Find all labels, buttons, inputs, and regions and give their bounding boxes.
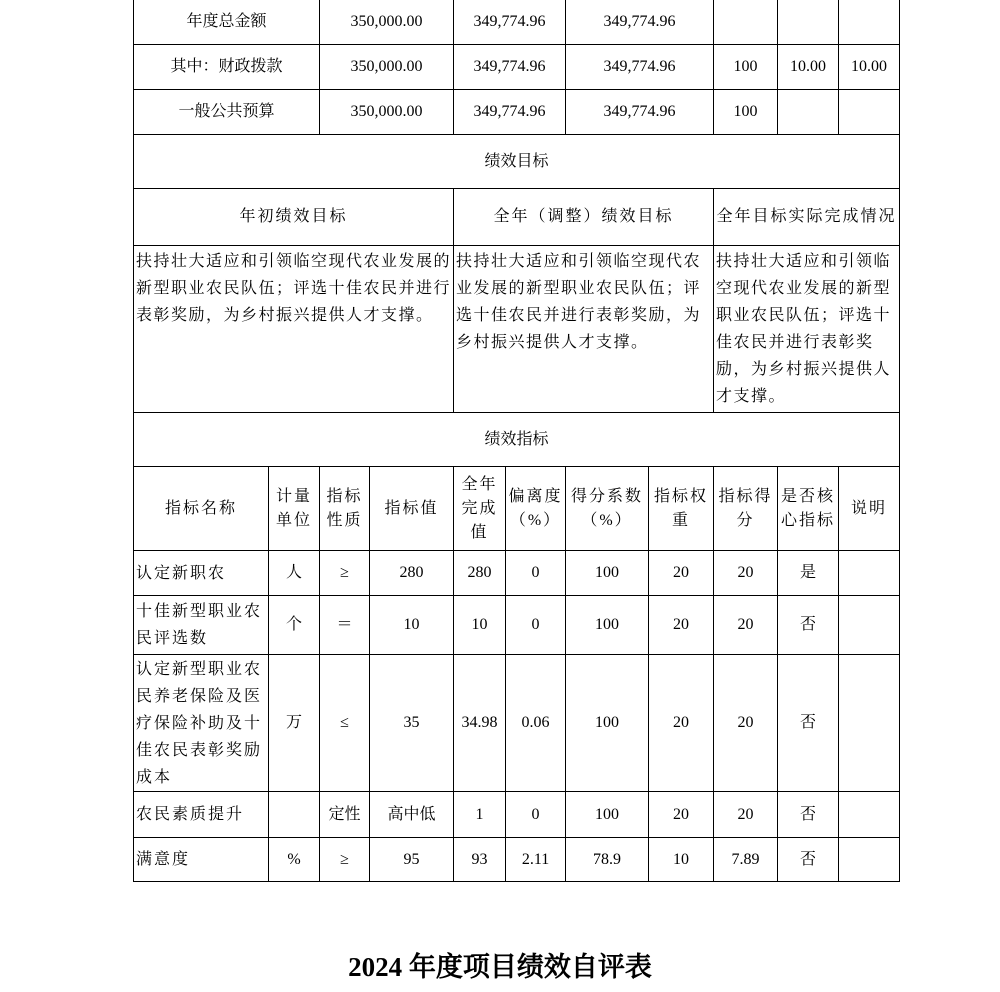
indicator-cell xyxy=(839,596,900,655)
indicator-cell: ≤ xyxy=(320,655,370,792)
indicator-cell: 10 xyxy=(370,596,454,655)
indicator-cell: 0 xyxy=(506,551,566,596)
indicator-cell: 是 xyxy=(778,551,839,596)
funding-score xyxy=(839,90,900,135)
funding-rate: 100 xyxy=(714,45,778,90)
funding-label: 其中：财政拨款 xyxy=(134,45,320,90)
funding-budget: 350,000.00 xyxy=(320,0,454,45)
indicator-header: 是否核心指标 xyxy=(778,467,839,551)
indicator-cell: 0 xyxy=(506,596,566,655)
indicator-header: 偏离度（%） xyxy=(506,467,566,551)
indicator-cell: 1 xyxy=(454,792,506,838)
indicator-cell: 100 xyxy=(566,792,649,838)
indicator-cell xyxy=(839,551,900,596)
indicator-cell: ≥ xyxy=(320,551,370,596)
section-title-indicators: 绩效指标 xyxy=(134,413,900,467)
funding-adjusted: 349,774.96 xyxy=(454,90,566,135)
goal-header: 全年目标实际完成情况 xyxy=(714,189,900,246)
table-row xyxy=(134,45,900,90)
indicator-cell: 认定新型职业农民养老保险及医疗保险补助及十佳农民表彰奖励成本 xyxy=(134,655,269,792)
indicator-cell: ≥ xyxy=(320,838,370,882)
funding-weight: 10.00 xyxy=(778,45,839,90)
table-row xyxy=(134,0,900,45)
goal-text: 扶持壮大适应和引领临空现代农业发展的新型职业农民队伍；评选十佳农民并进行表彰奖励，为乡村振兴提供人才支撑。 xyxy=(134,246,454,413)
indicator-header: 全年完成值 xyxy=(454,467,506,551)
table-row xyxy=(134,551,900,596)
funding-executed: 349,774.96 xyxy=(566,90,714,135)
funding-adjusted: 349,774.96 xyxy=(454,0,566,45)
indicator-header: 计量单位 xyxy=(269,467,320,551)
table-row xyxy=(134,838,900,882)
indicator-cell: 93 xyxy=(454,838,506,882)
funding-budget: 350,000.00 xyxy=(320,90,454,135)
indicator-cell: 20 xyxy=(649,792,714,838)
indicator-cell: 0.06 xyxy=(506,655,566,792)
funding-adjusted: 349,774.96 xyxy=(454,45,566,90)
indicator-cell: 20 xyxy=(649,655,714,792)
indicator-cell xyxy=(839,655,900,792)
indicator-header: 说明 xyxy=(839,467,900,551)
goal-header: 年初绩效目标 xyxy=(134,189,454,246)
indicator-cell: 认定新职农 xyxy=(134,551,269,596)
table-row xyxy=(134,413,900,467)
indicator-cell: 20 xyxy=(714,792,778,838)
indicator-cell: 10 xyxy=(649,838,714,882)
indicator-cell: 100 xyxy=(566,596,649,655)
indicator-cell: 20 xyxy=(714,596,778,655)
indicator-cell: 农民素质提升 xyxy=(134,792,269,838)
indicator-cell: 否 xyxy=(778,838,839,882)
table-row xyxy=(134,792,900,838)
funding-executed: 349,774.96 xyxy=(566,45,714,90)
indicator-cell: 95 xyxy=(370,838,454,882)
goal-text: 扶持壮大适应和引领临空现代农业发展的新型职业农民队伍；评选十佳农民并进行表彰奖励，为乡村振兴提供人才支撑。 xyxy=(454,246,714,413)
indicator-cell: 100 xyxy=(566,655,649,792)
indicator-cell: % xyxy=(269,838,320,882)
indicator-cell: 78.9 xyxy=(566,838,649,882)
indicator-cell: 高中低 xyxy=(370,792,454,838)
indicator-header: 指标名称 xyxy=(134,467,269,551)
table-row xyxy=(134,655,900,792)
indicator-cell: 满意度 xyxy=(134,838,269,882)
indicator-header: 指标性质 xyxy=(320,467,370,551)
indicator-cell: ＝ xyxy=(320,596,370,655)
indicator-cell: 个 xyxy=(269,596,320,655)
funding-label: 一般公共预算 xyxy=(134,90,320,135)
table-row xyxy=(134,246,900,413)
indicator-cell: 0 xyxy=(506,792,566,838)
table-row xyxy=(134,135,900,189)
indicator-cell: 34.98 xyxy=(454,655,506,792)
funding-weight xyxy=(778,0,839,45)
indicator-cell: 2.11 xyxy=(506,838,566,882)
funding-score: 10.00 xyxy=(839,45,900,90)
indicator-cell: 280 xyxy=(370,551,454,596)
indicator-cell: 100 xyxy=(566,551,649,596)
indicator-cell: 否 xyxy=(778,655,839,792)
indicator-cell xyxy=(269,792,320,838)
table-row xyxy=(134,467,900,551)
table-row xyxy=(134,596,900,655)
goal-text: 扶持壮大适应和引领临空现代农业发展的新型职业农民队伍；评选十佳农民并进行表彰奖励，为乡村振兴提供人才支撑。 xyxy=(714,246,900,413)
indicator-cell: 否 xyxy=(778,596,839,655)
indicator-cell: 十佳新型职业农民评选数 xyxy=(134,596,269,655)
indicator-header: 指标权重 xyxy=(649,467,714,551)
indicator-header: 指标得分 xyxy=(714,467,778,551)
funding-rate xyxy=(714,0,778,45)
table-row xyxy=(134,189,900,246)
funding-rate: 100 xyxy=(714,90,778,135)
indicator-cell: 20 xyxy=(649,551,714,596)
indicator-cell: 280 xyxy=(454,551,506,596)
table-row xyxy=(134,90,900,135)
indicator-header: 指标值 xyxy=(370,467,454,551)
indicator-cell: 20 xyxy=(714,551,778,596)
funding-score xyxy=(839,0,900,45)
indicator-header: 得分系数（%） xyxy=(566,467,649,551)
section-title-goals: 绩效目标 xyxy=(134,135,900,189)
performance-table xyxy=(133,0,900,882)
indicator-cell xyxy=(839,792,900,838)
funding-label: 年度总金额 xyxy=(134,0,320,45)
indicator-cell: 35 xyxy=(370,655,454,792)
indicator-cell: 人 xyxy=(269,551,320,596)
indicator-cell: 否 xyxy=(778,792,839,838)
funding-executed: 349,774.96 xyxy=(566,0,714,45)
indicator-cell xyxy=(839,838,900,882)
funding-weight xyxy=(778,90,839,135)
page-title: 2024 年度项目绩效自评表 xyxy=(348,952,652,982)
indicator-cell: 7.89 xyxy=(714,838,778,882)
goal-header: 全年（调整）绩效目标 xyxy=(454,189,714,246)
indicator-cell: 万 xyxy=(269,655,320,792)
funding-budget: 350,000.00 xyxy=(320,45,454,90)
indicator-cell: 20 xyxy=(649,596,714,655)
indicator-cell: 10 xyxy=(454,596,506,655)
indicator-cell: 20 xyxy=(714,655,778,792)
indicator-cell: 定性 xyxy=(320,792,370,838)
